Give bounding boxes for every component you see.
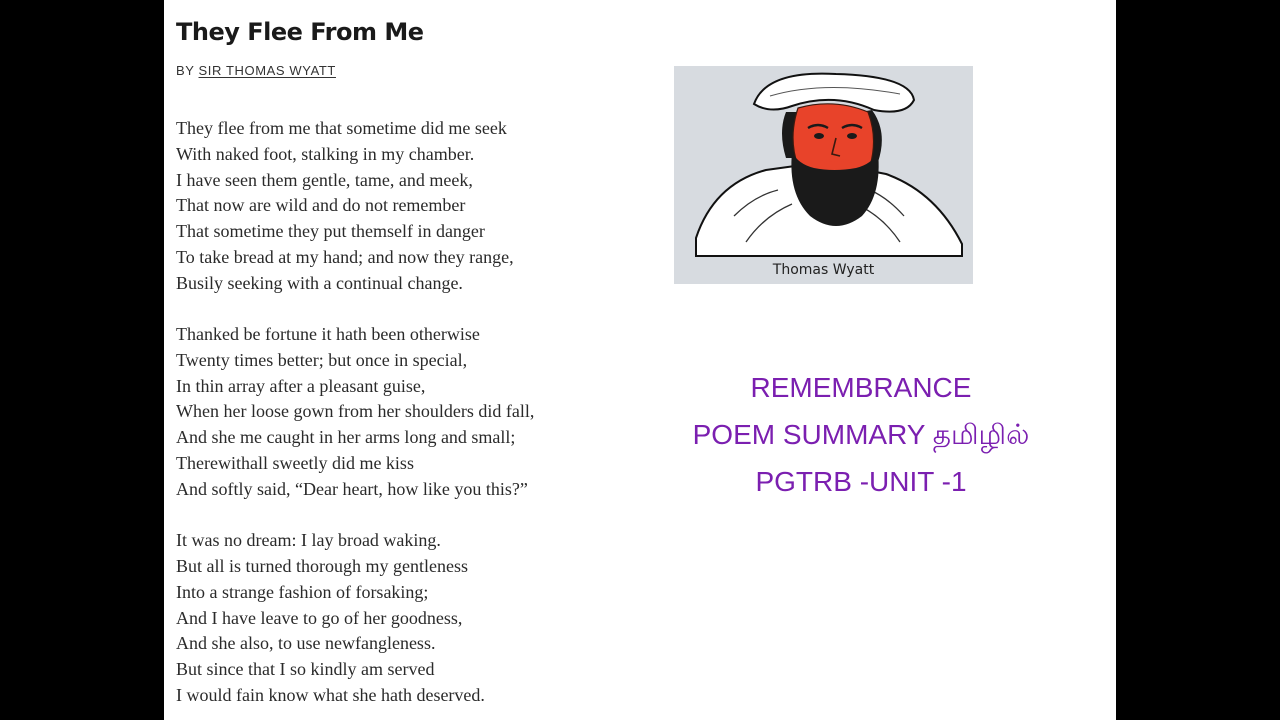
poem-line: Therewithall sweetly did me kiss [176, 453, 414, 474]
poem-line: But all is turned thorough my gentleness [176, 555, 468, 576]
poem-line: With naked foot, stalking in my chamber. [176, 143, 475, 164]
byline-prefix: BY [176, 63, 199, 78]
headline-unit: PGTRB -UNIT -1 [755, 466, 967, 497]
portrait-illustration [674, 66, 973, 284]
poem-stanza-3 [176, 528, 601, 709]
poem-line: I would fain know what she hath deserved. [176, 684, 485, 705]
poem-line: And I have leave to go of her goodness, [176, 607, 463, 628]
poem-line: To take bread at my hand; and now they range, [176, 246, 514, 267]
poem-line: Twenty times better; but once in special, [176, 349, 468, 370]
poem-line: That now are wild and do not remember [176, 195, 466, 216]
poem-line: Thanked be fortune it hath been otherwise [176, 324, 480, 345]
portrait-caption: Thomas Wyatt [772, 262, 875, 278]
author-portrait [674, 66, 973, 284]
poem-line: That sometime they put themself in danger [176, 221, 485, 242]
byline-author-link[interactable]: SIR THOMAS WYATT [198, 63, 336, 78]
slide-headline [606, 364, 1116, 505]
poem-byline [176, 63, 336, 78]
poem-stanza-2 [176, 322, 601, 503]
poem-line: It was no dream: I lay broad waking. [176, 530, 441, 551]
poem-line: Busily seeking with a continual change. [176, 272, 463, 293]
poem-body [176, 116, 601, 720]
poem-line: I have seen them gentle, tame, and meek, [176, 169, 473, 190]
poem-line: They flee from me that sometime did me seek [176, 118, 507, 138]
poem-line: Into a strange fashion of forsaking; [176, 581, 429, 602]
poem-line: In thin array after a pleasant guise, [176, 375, 426, 396]
info-panel [606, 0, 1116, 720]
poem-title: They Flee From Me [176, 18, 424, 46]
poem-line: And she also, to use newfangleness. [176, 633, 436, 654]
slide-frame [164, 0, 1116, 720]
poem-line: But since that I so kindly am served [176, 659, 435, 680]
poem-stanza-1 [176, 116, 601, 297]
poem-line: When her loose gown from her shoulders did fall, [176, 401, 535, 422]
headline-topic: REMEMBRANCE [750, 372, 972, 403]
poem-line: And softly said, “Dear heart, how like you this?” [176, 478, 528, 499]
headline-summary: POEM SUMMARY தமிழில் [692, 419, 1030, 450]
poem-line: And she me caught in her arms long and small; [176, 427, 516, 448]
poem-panel [164, 0, 606, 720]
